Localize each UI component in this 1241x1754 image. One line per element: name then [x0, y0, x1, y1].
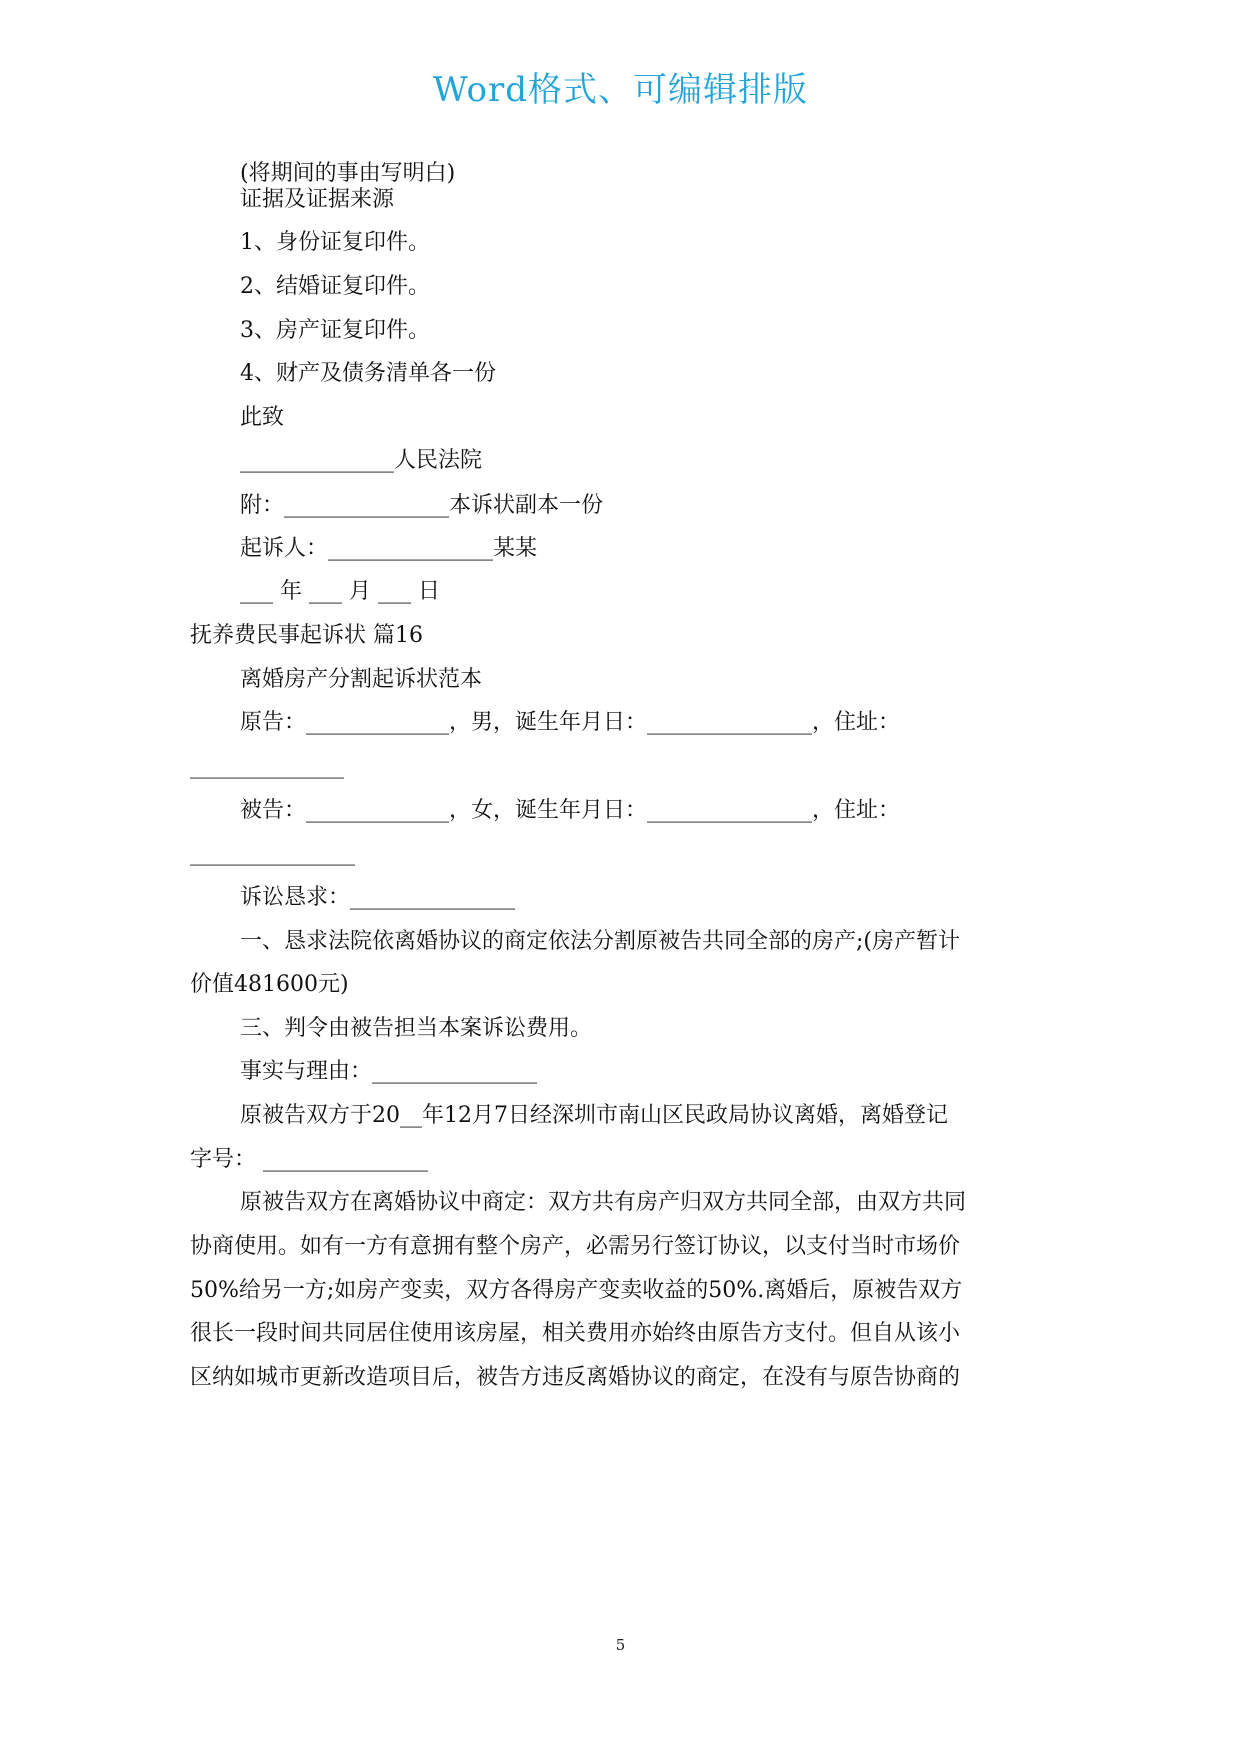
section-heading: 抚养费民事起诉状 篇16	[190, 623, 423, 648]
paragraph-line: 起诉人：_______________某某	[240, 536, 538, 561]
paragraph-line: 证据及证据来源	[240, 187, 395, 212]
paragraph-line: 区纳如城市更新改造项目后，被告方违反离婚协议的商定，在没有与原告协商的	[190, 1365, 961, 1390]
paragraph-line: _______________	[190, 841, 355, 866]
list-item: 3、房产证复印件。	[240, 318, 430, 343]
paragraph-line: 三、判令由被告担当本案诉讼费用。	[240, 1016, 593, 1041]
paragraph-line: 原被告双方在离婚协议中商定：双方共有房产归双方共同全部，由双方共同	[240, 1190, 967, 1215]
paragraph-line: 一、恳求法院依离婚协议的商定依法分割原被告共同全部的房产;(房产暂计	[240, 929, 960, 954]
paragraph-line: 被告：_____________，女，诞生年月日：_______________，住址：	[240, 798, 901, 823]
list-item: 1、身份证复印件。	[240, 230, 430, 255]
paragraph-line: ______________人民法院	[240, 448, 483, 473]
paragraph-line: 字号： _______________	[190, 1147, 428, 1172]
list-item: 4、财产及债务清单各一份	[240, 361, 496, 386]
document-header-title: Word格式、可编辑排版	[432, 70, 809, 110]
paragraph-line: 价值481600元)	[190, 972, 349, 997]
paragraph-line: 很长一段时间共同居住使用该房屋，相关费用亦始终由原告方支付。但自从该小	[190, 1321, 961, 1346]
page-number: 5	[615, 1636, 626, 1654]
paragraph-line: ______________	[190, 754, 344, 779]
section-subtitle: 离婚房产分割起诉状范本	[240, 667, 483, 692]
paragraph-line: 原告：_____________，男，诞生年月日：_______________，住址：	[240, 710, 901, 735]
paragraph-line: 诉讼恳求：_______________	[240, 885, 516, 910]
date-line: ___ 年 ___ 月 ___ 日	[240, 579, 440, 604]
paragraph-line: 附：_______________本诉状副本一份	[240, 493, 604, 518]
list-item: 2、结婚证复印件。	[240, 274, 430, 299]
paragraph-line: 事实与理由：_______________	[240, 1059, 538, 1084]
paragraph-line: (将期间的事由写明白)	[240, 161, 456, 186]
paragraph-line: 原被告双方于20__年12月7日经深圳市南山区民政局协议离婚，离婚登记	[240, 1103, 948, 1128]
paragraph-line: 50%给另一方;如房产变卖，双方各得房产变卖收益的50%.离婚后，原被告双方	[190, 1278, 963, 1303]
paragraph-line: 协商使用。如有一方有意拥有整个房产，必需另行签订协议，以支付当时市场价	[190, 1234, 961, 1259]
paragraph-line: 此致	[240, 405, 285, 430]
